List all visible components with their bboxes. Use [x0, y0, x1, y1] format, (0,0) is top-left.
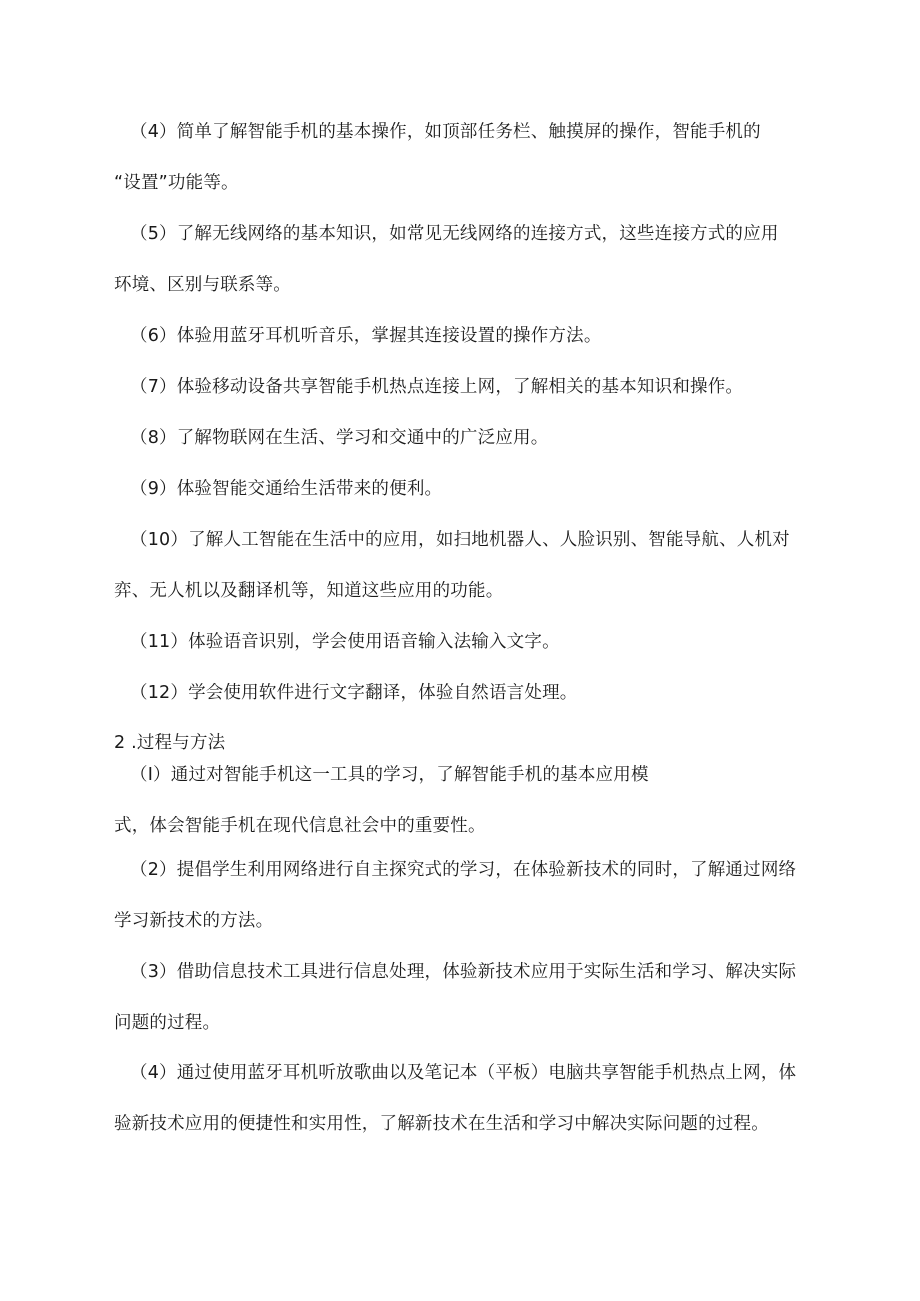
paragraph-line: （2）提倡学生利用网络进行自主探究式的学习，在体验新技术的同时，了解通过网络 [130, 860, 797, 880]
paragraph-line: （4）通过使用蓝牙耳机听放歌曲以及笔记本（平板）电脑共享智能手机热点上网，体 [130, 1063, 797, 1083]
paragraph-line: （3）借助信息技术工具进行信息处理，体验新技术应用于实际生活和学习、解决实际 [130, 962, 797, 982]
paragraph-line: （6）体验用蓝牙耳机听音乐，掌握其连接设置的操作方法。 [130, 326, 602, 346]
paragraph-line: （9）体验智能交通给生活带来的便利。 [130, 479, 443, 499]
paragraph-line: （5）了解无线网络的基本知识，如常见无线网络的连接方式，这些连接方式的应用 [130, 224, 779, 244]
paragraph-line: 式，体会智能手机在现代信息社会中的重要性。 [114, 816, 486, 836]
paragraph-line: （12）学会使用软件进行文字翻译，体验自然语言处理。 [130, 683, 578, 703]
paragraph-line: （I）通过对智能手机这一工具的学习，了解智能手机的基本应用模 [130, 765, 649, 785]
paragraph-line: （4）简单了解智能手机的基本操作，如顶部任务栏、触摸屏的操作，智能手机的 [130, 122, 761, 142]
section-heading: 2 .过程与方法 [114, 733, 226, 753]
paragraph-line: 环境、区别与联系等。 [114, 275, 291, 295]
paragraph-line: 验新技术应用的便捷性和实用性，了解新技术在生活和学习中解决实际问题的过程。 [114, 1114, 769, 1134]
paragraph-line: （10）了解人工智能在生活中的应用，如扫地机器人、人脸识别、智能导航、人机对 [130, 530, 790, 550]
paragraph-line: 弈、无人机以及翻译机等，知道这些应用的功能。 [114, 581, 504, 601]
paragraph-line: （7）体验移动设备共享智能手机热点连接上网，了解相关的基本知识和操作。 [130, 377, 744, 397]
paragraph-line: 问题的过程。 [114, 1013, 221, 1033]
paragraph-line: 学习新技术的方法。 [114, 911, 274, 931]
paragraph-line: （8）了解物联网在生活、学习和交通中的广泛应用。 [130, 428, 549, 448]
paragraph-line: （11）体验语音识别，学会使用语音输入法输入文字。 [130, 632, 560, 652]
paragraph-line: “设置”功能等。 [114, 173, 239, 193]
